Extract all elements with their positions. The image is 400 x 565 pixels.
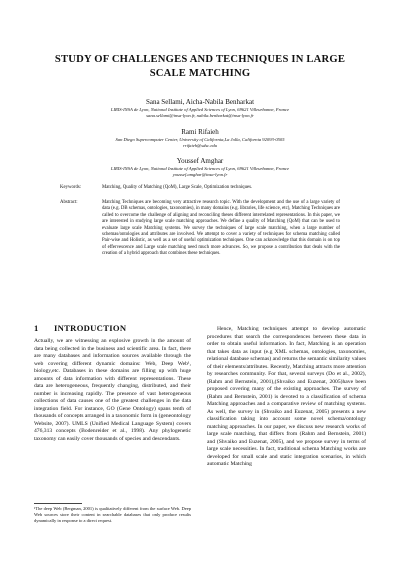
section-heading <box>34 323 126 333</box>
author-email: rrifaieh@sdsc.edu <box>183 143 217 148</box>
author-email: sana.sellami@insa-lyon.fr, nabila.benharkat@insa-lyon.fr <box>146 113 254 118</box>
author-block-3 <box>30 157 370 178</box>
section-number: 1 <box>34 323 39 333</box>
body-paragraph: Hence, Matching techniques attempt to develop automatic procedures that search the correspondences between these data in order to obtain useful information. In fact, Matching is an operation that takes data as input (e.g XML schemas, ontologies, taxonomies, relational database schemas) and returns the semantic similarity values of their elements/attributes. Recently, Matching attracts more attention by researches community. For that, several surveys (Do et al., 2002),(Rahm and Bernstein, 2001),(Shvaiko and Euzenat, 2005)have been proposed covering many of the existing approaches. The survey of (Rahm and Bernstein, 2001) is devoted to a classification of schema Matching approaches and a comparative review of matching systems. As well, the survey in (Shvaiko and Euzenat, 2005) presents a new classification taking into account some novel schema/ontology matching approaches. In our paper, we discuss new research works of large scale matching, that differs from (Rahm and Bernstein, 2001) and (Shvaiko and Euzenat, 2005), and we propose survey in terms of large scale necessities. In fact, traditional schema Matching works are developed for small scale and static integration scenarios, in which automatic Matching <box>207 326 366 467</box>
author-names: Sana Sellami, Aicha-Nabila Benharkat <box>145 98 255 106</box>
abstract-label: Abstract: <box>60 200 78 205</box>
author-affiliation: San Diego Supercomputer Center, University of California,La Jolla, California 92093-0505 <box>115 137 285 142</box>
keywords-label: Keywords: <box>60 185 82 190</box>
footnote: ¹The deep Web (Bergman, 2001) is qualitatively different from the surface Web. Deep Web sources store their content in searchable databases that only produce results dynamically in response to a direct request. <box>34 506 191 523</box>
footnote-rule <box>34 503 82 504</box>
author-affiliation: LIRIS-INSA de Lyon, National Institute of Applied Sciences of Lyon, 69621 Villeurbanne, France <box>110 166 290 171</box>
right-column <box>207 326 366 469</box>
abstract-text: Matching Techniques are becoming very attractive research topic. With the development and the use of a large variety of data (e.g. DB schemas, ontologies, taxonomies), in many domains (e.g. libraries, life science, etc), Matching Techniques are called to overcome the challenge of aligning and reconciling theses different interrelated representations. In this paper, we are interested in studying large scale matching approaches. We define a quality of Matching (QoM) that can be used to evaluate large scale Matching systems. We survey the techniques of large scale matching, when a large number of schemas/ontologies and attributes are involved. We attempt to cover a variety of techniques for schema matching called Pair-wise and Holistic, as well as a set of useful optimization techniques. One can acknowledge that this domain is on top of effervescence and Large scale matching need much more advances. So, we propose a contribution that deals with the creation of a hybrid approach that combines these techniques. <box>102 200 341 257</box>
section-title: INTRODUCTION <box>54 323 127 333</box>
author-names: Youssef Amghar <box>176 157 224 165</box>
keywords-text: Matching, Quality of Matching (QoM), Large Scale, Optimization techniques. <box>102 185 253 190</box>
author-block-1 <box>30 98 370 119</box>
left-column <box>34 338 191 443</box>
body-paragraph: Actually, we are witnessing an explosive growth in the amount of data being collected in the business and scientific area. In fact, there are many databases and information sources available through the web covering different dynamic domains: Web, Deep Web¹, biology,etc. Databases in these domains are filling up with huge amounts of data information with different representations. These data are heterogeneous, frequently changing, distributed, and their number is increasing rapidly. The presence of vast heterogeneous collections of data causes one of the greatest challenges in the data integration field. For instance, GO (Gene Ontology) spans tenth of thousands of concepts arranged in a taxonomic form in (geneontology Website, 2007). UMLS (Unified Medical Language System) covers 476,313 concepts (Bodenreider et al., 1998). Any phylogenetic taxonomy can easily cover thousands of species and descendants. <box>34 338 191 442</box>
author-affiliation: LIRIS-INSA de Lyon, National Institute of Applied Sciences of Lyon, 69621 Villeurbanne, France <box>110 107 290 112</box>
author-email: youssef.amghar@insa-lyon.fr <box>172 172 228 177</box>
paper-title: STUDY OF CHALLENGES AND TECHNIQUES IN LARGE SCALE MATCHING <box>54 54 346 79</box>
author-names: Rami Rifaieh <box>181 128 219 136</box>
author-block-2 <box>30 128 370 149</box>
